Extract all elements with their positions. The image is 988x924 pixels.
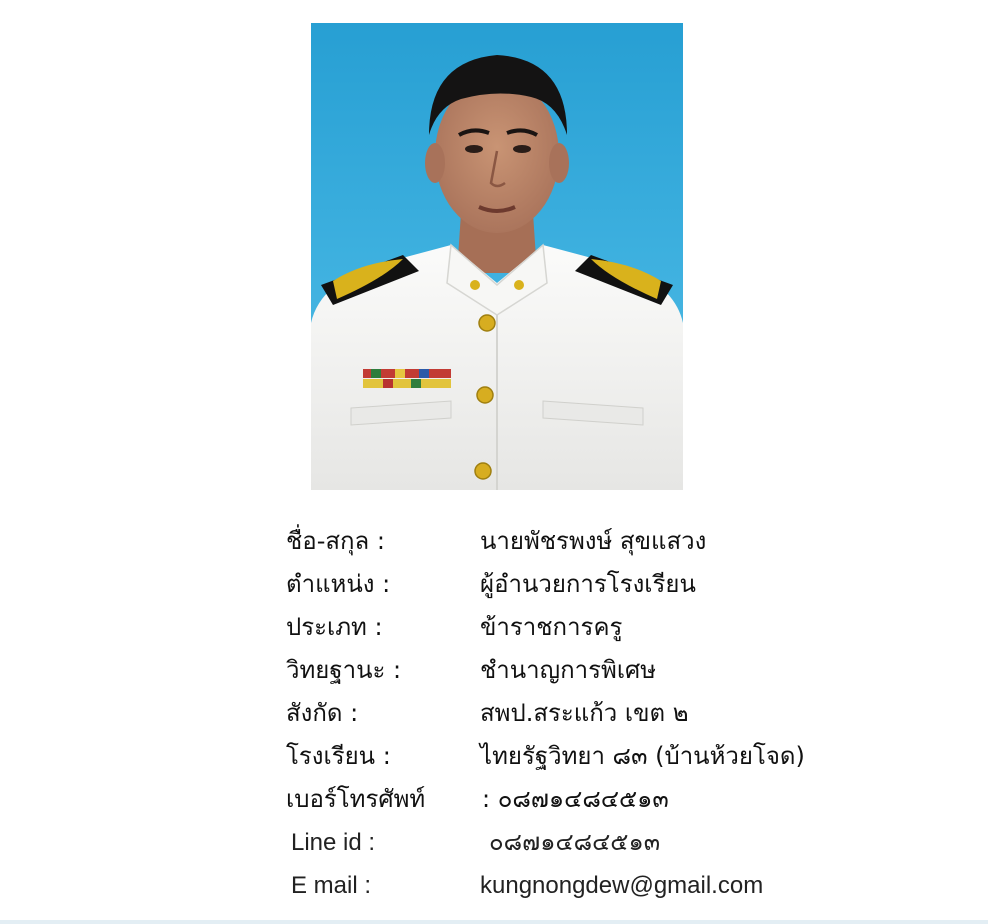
row-position [286,563,906,606]
phone-label: เบอร์โทรศัพท์ [286,785,426,813]
academic-standing-label: วิทยฐานะ : [286,656,402,684]
email-value: kungnongdew@gmail.com [480,872,764,899]
profile-info [286,520,906,907]
email-label: E mail : [291,872,372,899]
row-academic-standing [286,649,906,692]
name-label: ชื่อ-สกุล : [286,527,385,555]
school-label: โรงเรียน : [286,742,391,770]
row-phone [286,778,906,821]
affiliation-value: สพป.สระแก้ว เขต ๒ [480,699,689,727]
row-email [286,864,906,907]
row-type [286,606,906,649]
row-line-id [286,821,906,864]
line-id-value: ๐๘๗๑๔๘๔๕๑๓ [489,828,661,856]
school-value: ไทยรัฐวิทยา ๘๓ (บ้านห้วยโจด) [480,742,805,770]
portrait-photo [311,23,683,490]
position-label: ตำแหน่ง : [286,570,391,598]
name-value: นายพัชรพงษ์ สุขแสวง [480,527,707,555]
row-name [286,520,906,563]
line-id-label: Line id : [291,829,376,856]
position-value: ผู้อำนวยการโรงเรียน [480,570,696,598]
row-school [286,735,906,778]
bottom-divider [0,920,988,924]
type-label: ประเภท : [286,613,383,641]
type-value: ข้าราชการครู [480,613,623,641]
affiliation-label: สังกัด : [286,699,359,727]
portrait-illustration [311,23,683,490]
row-affiliation [286,692,906,735]
phone-value: : ๐๘๗๑๔๘๔๕๑๓ [482,785,669,813]
academic-standing-value: ชำนาญการพิเศษ [480,656,657,684]
